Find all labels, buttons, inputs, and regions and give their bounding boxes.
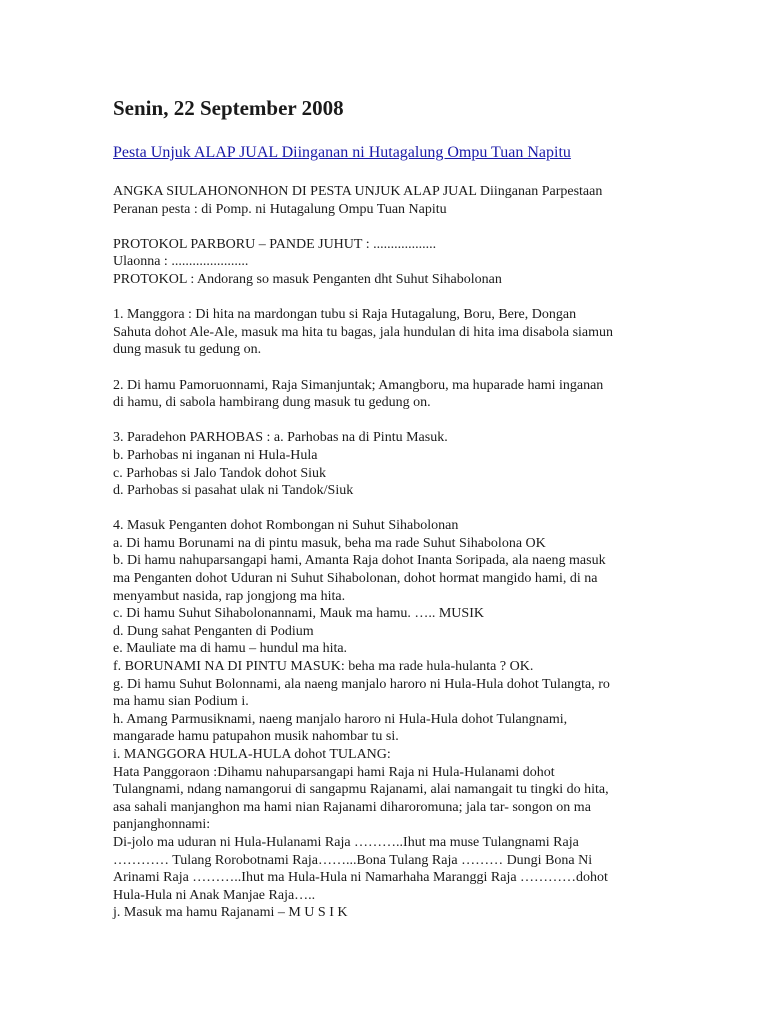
paragraph [113, 236, 673, 289]
text-line: Peranan pesta : di Pomp. ni Hutagalung Ompu Tuan Napitu [113, 201, 447, 217]
text-line: g. Di hamu Suhut Bolonnami, ala naeng manjalo haroro ni Hula-Hula dohot Tulangta, ro [113, 676, 610, 692]
text-line: panjanghonnami: [113, 817, 211, 833]
text-line: b. Di hamu nahuparsangapi hami, Amanta Raja dohot Inanta Soripada, ala naeng masuk [113, 553, 606, 569]
text-line: 3. Paradehon PARHOBAS : a. Parhobas na di Pintu Masuk. [113, 430, 448, 446]
text-line: PROTOKOL PARBORU – PANDE JUHUT : .................. [113, 236, 437, 252]
paragraph [113, 183, 673, 218]
text-line: asa sahali manjanghon ma hami nian Rajanami diharoromuna; jala tar- songon on ma [113, 799, 591, 815]
text-line: Hata Panggoraon :Dihamu nahuparsangapi hami Raja ni Hula-Hulanami dohot [113, 764, 555, 780]
text-line: Arinami Raja ………..Ihut ma Hula-Hula ni Namarhaha Maranggi Raja …………dohot [113, 870, 608, 886]
text-line: 1. Manggora : Di hita na mardongan tubu si Raja Hutagalung, Boru, Bere, Dongan [113, 307, 577, 323]
text-line: Tulangnami, ndang namangorui di sangapmu Rajanami, alai namangait tu tingki do hita, [113, 782, 609, 798]
text-line: i. MANGGORA HULA-HULA dohot TULANG: [113, 747, 391, 762]
text-line: ………… Tulang Rorobotnami Raja……...Bona Tulang Raja ……… Dungi Bona Ni [113, 852, 593, 868]
text-line: ANGKA SIULAHONONHON DI PESTA UNJUK ALAP JUAL Diinganan Parpestaan [113, 184, 603, 199]
text-line: Hula-Hula ni Anak Manjae Raja….. [113, 887, 316, 903]
text-line: f. BORUNAMI NA DI PINTU MASUK: beha ma rade hula-hulanta ? OK. [113, 659, 534, 675]
text-line: c. Parhobas si Jalo Tandok dohot Siuk [113, 465, 327, 481]
date-heading: Senin, 22 September 2008 [113, 96, 344, 120]
text-line: e. Mauliate ma di hamu – hundul ma hita. [113, 641, 348, 657]
paragraph [113, 306, 673, 359]
text-line: 4. Masuk Penganten dohot Rombongan ni Suhut Sihabolonan [113, 518, 459, 534]
text-line: d. Parhobas si pasahat ulak ni Tandok/Siuk [113, 483, 354, 499]
text-line: ma hamu sian Podium i. [113, 694, 249, 710]
text-line: Ulaonna : ...................... [113, 254, 249, 270]
text-line: Di-jolo ma uduran ni Hula-Hulanami Raja ………..Ihut ma muse Tulangnami Raja [113, 834, 579, 850]
text-line: Sahuta dohot Ale-Ale, masuk ma hita tu bagas, jala hundulan di hita ima disabola siamun [113, 324, 614, 340]
paragraph [113, 517, 673, 922]
text-line: c. Di hamu Suhut Sihabolonannami, Mauk ma hamu. ….. MUSIK [113, 606, 484, 622]
text-line: 2. Di hamu Pamoruonnami, Raja Simanjuntak; Amangboru, ma huparade hami inganan [113, 377, 604, 393]
paragraph [113, 429, 673, 499]
paragraph [113, 377, 673, 412]
text-line: PROTOKOL : Andorang so masuk Penganten dht Suhut Sihabolonan [113, 271, 502, 287]
text-line: ma Penganten dohot Uduran ni Suhut Sihabolonan, dohot hormat mangido hami, di na [113, 571, 598, 587]
text-line: b. Parhobas ni inganan ni Hula-Hula [113, 447, 318, 463]
text-line: mangarade hamu patupahon musik nahombar tu si. [113, 729, 399, 745]
text-line: h. Amang Parmusiknami, naeng manjalo haroro ni Hula-Hula dohot Tulangnami, [113, 711, 568, 727]
text-line: dung masuk tu gedung on. [113, 342, 262, 358]
post-title-link[interactable]: Pesta Unjuk ALAP JUAL Diinganan ni Hutagalung Ompu Tuan Napitu [113, 144, 571, 161]
document-page [113, 95, 673, 940]
text-line: d. Dung sahat Penganten di Podium [113, 623, 314, 639]
text-line: menyambut nasida, rap jongjong ma hita. [113, 588, 346, 604]
document-body [113, 183, 673, 922]
text-line: j. Masuk ma hamu Rajanami – M U S I K [113, 905, 348, 921]
text-line: di hamu, di sabola hambirang dung masuk tu gedung on. [113, 395, 431, 411]
text-line: a. Di hamu Borunami na di pintu masuk, beha ma rade Suhut Sihabolona OK [113, 535, 546, 551]
